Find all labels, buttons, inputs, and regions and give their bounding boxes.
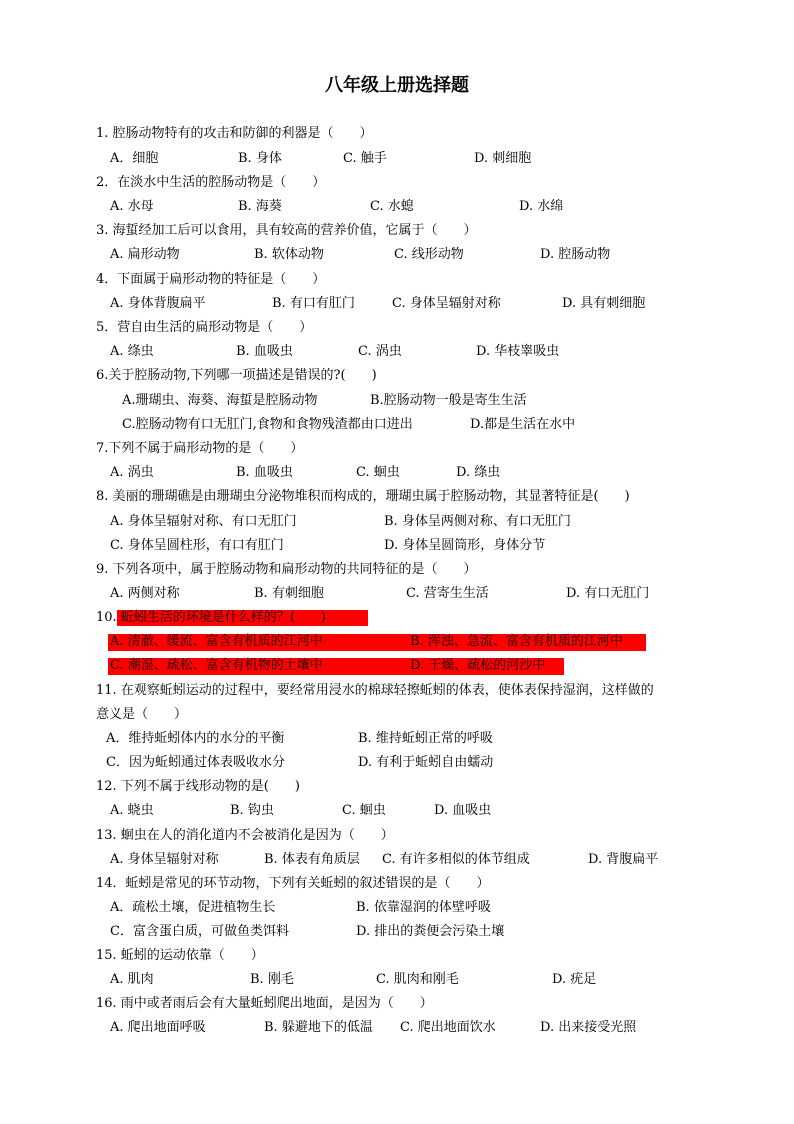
q12-option-a: A. 蛲虫 — [110, 803, 154, 818]
q14-option-b: B. 依靠湿润的体壁呼吸 — [356, 900, 491, 915]
page-title: 八年级上册选择题 — [325, 75, 469, 96]
q1-option-b: B. 身体 — [238, 151, 282, 166]
question-10-visible: 蚯蚓生活的环境是什么样的？( ) — [120, 610, 326, 625]
q6-option-d: D.都是生活在水中 — [470, 417, 576, 432]
q16-option-d: D. 出来接受光照 — [540, 1020, 637, 1035]
q5-option-d: D. 华枝睾吸虫 — [476, 344, 560, 359]
q7-option-b: B. 血吸虫 — [236, 465, 293, 480]
q12-option-d: D. 血吸虫 — [434, 803, 492, 818]
q15-option-b: B. 刚毛 — [250, 972, 294, 987]
q5-option-c: C. 涡虫 — [358, 344, 402, 359]
q8-option-d: D. 身体呈圆筒形，身体分节 — [384, 538, 546, 553]
q14-option-a: A．疏松土壤，促进植物生长 — [110, 900, 276, 915]
q9-option-d: D. 有口无肛门 — [566, 586, 650, 601]
q16-option-c: C. 爬出地面饮水 — [400, 1020, 496, 1035]
q10-option-a: A. 清澈、缓流、富含有机质的江河中 — [110, 634, 323, 649]
q13-option-a: A. 身体呈辐射对称 — [110, 852, 219, 867]
q9-option-b: B. 有刺细胞 — [254, 586, 324, 601]
q16-option-b: B. 躲避地下的低温 — [264, 1020, 373, 1035]
q1-option-a: A．细胞 — [110, 151, 159, 166]
q15-option-d: D. 疣足 — [552, 972, 597, 987]
q16-option-a: A. 爬出地面呼吸 — [110, 1020, 206, 1035]
question-9: 9. 下列各项中，属于腔肠动物和扁形动物的共同特征的是（ ） — [96, 562, 477, 577]
q3-option-d: D. 腔肠动物 — [540, 247, 611, 262]
q13-option-b: B. 体表有角质层 — [264, 852, 360, 867]
question-6: 6.关于腔肠动物,下列哪一项描述是错误的?( ) — [96, 368, 377, 383]
q4-option-d: D. 具有刺细胞 — [562, 296, 646, 311]
q3-option-c: C. 线形动物 — [394, 247, 464, 262]
q2-option-d: D. 水绵 — [519, 199, 564, 214]
question-13: 13. 蛔虫在人的消化道内不会被消化是因为（ ） — [96, 828, 394, 843]
q13-option-d: D. 背腹扁平 — [588, 852, 659, 867]
q6-option-c: C.腔肠动物有口无肛门,食物和食物残渣都由口进出 — [122, 417, 413, 432]
question-16: 16. 雨中或者雨后会有大量蚯蚓爬出地面，是因为（ ） — [96, 996, 433, 1011]
question-5: 5．营自由生活的扁形动物是（ ） — [96, 320, 313, 335]
question-11: 11. 在观察蚯蚓运动的过程中，要经常用浸水的棉球轻擦蚯蚓的体表，使体表保持湿润，这样做的 — [96, 683, 654, 698]
q3-option-b: B. 软体动物 — [254, 247, 324, 262]
q2-option-a: A. 水母 — [110, 199, 154, 214]
question-7: 7.下列不属于扁形动物的是（ ） — [96, 441, 304, 456]
q11-option-a: A．维持蚯蚓体内的水分的平衡 — [106, 731, 285, 746]
question-14: 14．蚯蚓是常见的环节动物，下列有关蚯蚓的叙述错误的是（ ） — [96, 876, 490, 891]
q7-option-c: C. 蛔虫 — [356, 465, 400, 480]
q10-option-b: B. 浑浊、急流、富含有机质的江河中 — [410, 634, 623, 649]
q10-option-d: D. 干燥、疏松的河沙中 — [410, 658, 546, 673]
q4-option-c: C. 身体呈辐射对称 — [392, 296, 501, 311]
q8-option-a: A. 身体呈辐射对称、有口无肛门 — [110, 514, 297, 529]
q15-option-c: C. 肌肉和刚毛 — [376, 972, 459, 987]
q8-option-b: B. 身体呈两侧对称、有口无肛门 — [384, 514, 571, 529]
q4-option-a: A. 身体背腹扁平 — [110, 296, 206, 311]
q12-option-c: C. 蛔虫 — [342, 803, 386, 818]
question-11-continued: 意义是（ ） — [96, 707, 188, 722]
q6-option-a: A.珊瑚虫、海葵、海蜇是腔肠动物 — [122, 393, 318, 408]
question-15: 15. 蚯蚓的运动依靠（ ） — [96, 948, 264, 963]
q11-option-d: D. 有利于蚯蚓自由蠕动 — [358, 755, 494, 770]
q8-option-c: C. 身体呈圆柱形，有口有肛门 — [110, 538, 284, 553]
question-4: 4．下面属于扁形动物的特征是（ ） — [96, 272, 326, 287]
question-10 — [96, 610, 368, 626]
question-12: 12. 下列不属于线形动物的是( ) — [96, 779, 300, 794]
question-3: 3. 海蜇经加工后可以食用，具有较高的营养价值，它属于（ ） — [96, 223, 477, 238]
question-10-number: 10. — [96, 610, 117, 625]
q2-option-c: C. 水螅 — [370, 199, 414, 214]
q11-option-b: B. 维持蚯蚓正常的呼吸 — [358, 731, 493, 746]
q1-option-d: D. 刺细胞 — [474, 151, 532, 166]
q13-option-c: C. 有许多相似的体节组成 — [382, 852, 530, 867]
q2-option-b: B. 海葵 — [238, 199, 282, 214]
q14-option-c: C．富含蛋白质，可做鱼类饵料 — [110, 924, 289, 939]
q6-option-b: B.腔肠动物一般是寄生生活 — [370, 393, 527, 408]
q10-option-c: C. 潮湿、疏松、富含有机物的土壤中 — [110, 658, 323, 673]
q3-option-a: A. 扁形动物 — [110, 247, 180, 262]
question-2: 2．在淡水中生活的腔肠动物是（ ） — [96, 175, 326, 190]
q7-option-d: D. 绦虫 — [456, 465, 501, 480]
q15-option-a: A. 肌肉 — [110, 972, 154, 987]
q14-option-d: D. 排出的粪便会污染土壤 — [356, 924, 505, 939]
q7-option-a: A. 涡虫 — [110, 465, 154, 480]
q4-option-b: B. 有口有肛门 — [272, 296, 355, 311]
q9-option-a: A. 两侧对称 — [110, 586, 180, 601]
question-10-text-highlight — [117, 610, 368, 626]
q5-option-a: A. 绦虫 — [110, 344, 154, 359]
q11-option-c: C．因为蚯蚓通过体表吸收水分 — [106, 755, 285, 770]
q1-option-c: C. 触手 — [343, 151, 387, 166]
question-1: 1. 腔肠动物特有的攻击和防御的利器是（ ） — [96, 126, 373, 141]
q5-option-b: B. 血吸虫 — [236, 344, 293, 359]
q12-option-b: B. 钩虫 — [230, 803, 274, 818]
question-8: 8. 美丽的珊瑚礁是由珊瑚虫分泌物堆积而构成的，珊瑚虫属于腔肠动物，其显著特征是( ) — [96, 489, 630, 504]
q9-option-c: C. 营寄生生活 — [406, 586, 489, 601]
